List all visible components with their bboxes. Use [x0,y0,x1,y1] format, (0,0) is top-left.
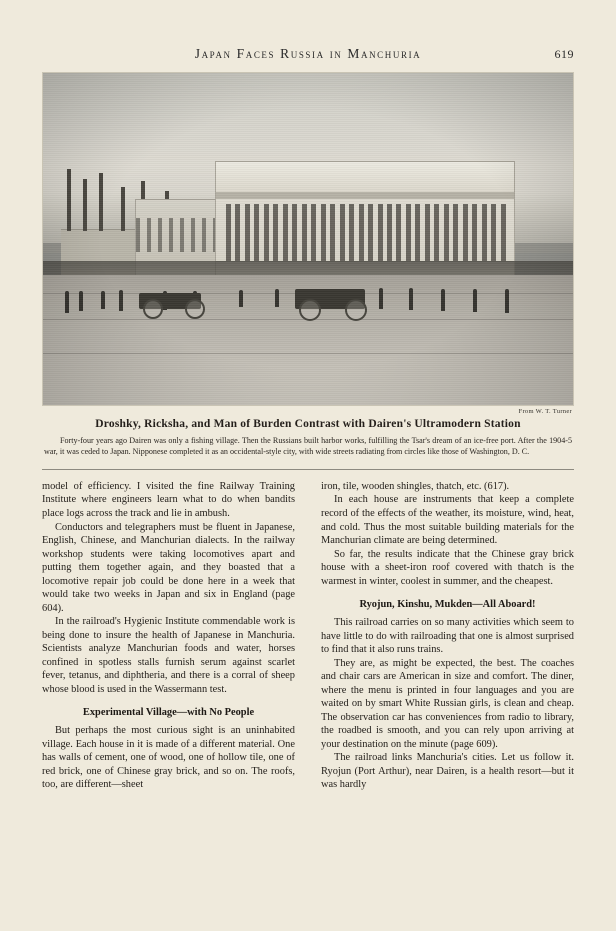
photograph [42,72,574,406]
chimney-icon [67,169,71,231]
paragraph: This railroad carries on so many activities which seem to have little to do with railroading that one is almost surprised to find that it also runs trains. [321,617,574,656]
paragraph: In the railroad's Hygienic Institute commendable work is being done to insure the health of Japanese in Manchuria. Scientists analyze Manchurian foods and water, horses confined in spotless stalls furnish serum against scarlet fever, tetanus, and diphtheria, and there is a corral of sheep whose blood is used in the Wassermann test. [42,616,295,695]
chimney-icon [121,187,125,231]
running-head [42,40,574,66]
pedestrian [65,291,69,313]
running-head-title: Japan Faces Russia in Manchuria [194,46,422,61]
pedestrian [239,290,243,307]
wing-windows [136,218,218,252]
station-cornice [216,192,514,199]
droshky-wheel [299,299,321,321]
station-upper-storey [216,162,514,193]
photo-caption-body [42,435,574,458]
pedestrian [473,289,477,312]
page-content [42,40,574,900]
divider [42,469,574,470]
left-column [42,480,295,792]
pedestrian [119,290,123,311]
pedestrian [379,288,383,309]
paragraph: They are, as might be expected, the best. The coaches and chair cars are American in size and comfort. The diner, where the menu is printed in four languages and you are waited on by smart White Russian girls, is clean and cheap. The observation car has conveniences from radio to library, the roadbed is smooth, and you can rely upon arriving at your destination on the minute (page 609). [321,657,574,750]
paragraph: The railroad links Manchuria's cities. Let us follow it. Ryojun (Port Arthur), near Dairen, is a health resort—but it was hardly [321,752,574,791]
pedestrian [441,289,445,311]
caption-text: Forty-four years ago Dairen was only a fishing village. Then the Russians built harbor works, fulfilling the Tsar's dream of an ice-free port. After the 1904-5 war, it was ceded to Japan. Nipponese completed it as an occidental-style city, with wide streets radiating from circles like those of Washington, D. C. [44,436,572,457]
paragraph: So far, the results indicate that the Chinese gray brick house with a sheet-iron roof covered with thatch is the warmest in winter, coolest in summer, and the cheapest. [321,548,574,587]
section-subhead: Ryojun, Kinshu, Mukden—All Aboard! [359,599,536,611]
pedestrian [409,288,413,310]
paragraph: iron, tile, wooden shingles, thatch, etc. (617). [321,480,510,492]
page-number: 619 [554,47,574,61]
pedestrian [79,291,83,311]
paragraph: In each house are instruments that keep a complete record of the effects of the weather, its moisture, wind, heat, and cold. Thus the most suitable building materials for the Manchurian climate are being determined. [321,494,574,547]
section-subhead: Experimental Village—with No People [82,707,255,719]
ricksha-wheel [185,299,205,319]
chimney-icon [83,179,87,231]
station-colonnade [226,204,506,262]
body-columns [42,480,574,792]
photograph-block [42,72,574,415]
droshky-wheel [345,299,367,321]
pedestrian [275,289,279,307]
photo-caption-title: Droshky, Ricksha, and Man of Burden Contrast with Dairen's Ultramodern Station [95,418,521,430]
chimney-icon [99,173,103,231]
photo-credit: From W. T. Turner [518,408,572,415]
paragraph: model of efficiency. I visited the fine Railway Training Institute where engineers learn what to do when bandits place logs across the track and lie in ambush. [42,480,295,519]
ricksha-wheel [143,299,163,319]
pedestrian [505,289,509,313]
paragraph: Conductors and telegraphers must be fluent in Japanese, English, Chinese, and Manchurian dialects. In the railway workshop students were taking locomotives apart and putting them together again, and they boasted that a locomotive repair job could be done here in a week that would take two weeks in Japan and six in England (page 604). [42,521,295,614]
right-column [321,480,574,792]
pedestrian [101,291,105,309]
paragraph: But perhaps the most curious sight is an uninhabited village. Each house in it is made of a different material. One has walls of cement, one of wood, one of hollow tile, one of red brick, one of Chinese gray brick, and so on. The roofs, too, are different—sheet [42,725,295,791]
